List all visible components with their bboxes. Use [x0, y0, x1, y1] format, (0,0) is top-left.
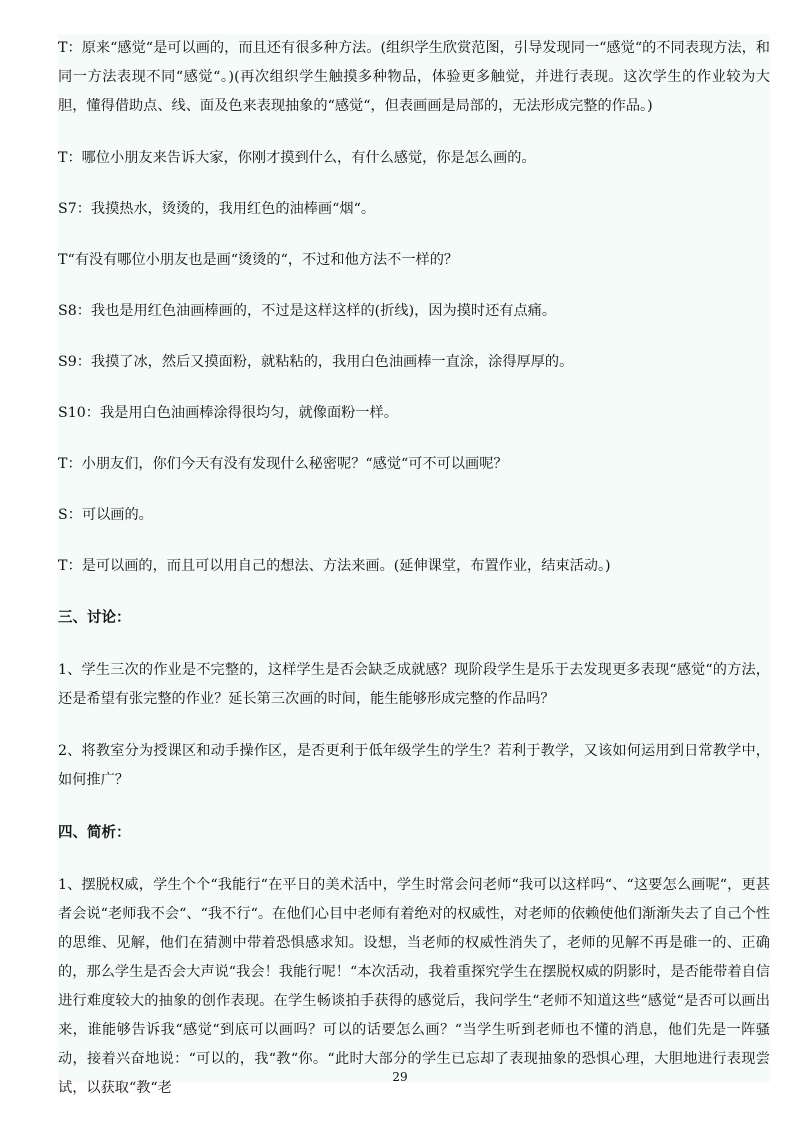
dialog-line-s9: S9：我摸了冰，然后又摸面粉，就粘粘的，我用白色油画棒一直涂，涂得厚厚的。	[58, 354, 574, 370]
dialog-line-students-answer: S：可以画的。	[58, 507, 153, 523]
page-sheet	[58, 34, 770, 1096]
teacher-summary-paragraph: T：原来“感觉“是可以画的，而且还有很多种方法。(组织学生欣赏范图，引导发现同一“感觉“的不同表现方法，和同一方法表现不同“感觉“。)(再次组织学生触摸多种物品，体验更多触觉，并进行表现。这次学生的作业较为大胆，懂得借助点、线、面及色来表现抽象的“感觉“，但表画画是局部的，无法形成完整的作品。)	[58, 40, 770, 114]
dialog-line-s7: S7：我摸热水，烫烫的，我用红色的油棒画“烟“。	[58, 201, 376, 217]
dialog-line-s10: S10：我是用白色油画棒涂得很均匀，就像面粉一样。	[58, 405, 398, 421]
dialog-line-teacher-secret: T：小朋友们，你们今天有没有发现什么秘密呢？“感觉“可不可以画呢？	[58, 456, 508, 472]
dialog-line-teacher-question: T：哪位小朋友来告诉大家，你刚才摸到什么，有什么感觉，你是怎么画的。	[58, 150, 536, 166]
discussion-heading: 三、讨论：	[58, 609, 131, 626]
dialog-line-s8: S8：我也是用红色油画棒画的，不过是这样这样的(折线)，因为摸时还有点痛。	[58, 303, 557, 319]
analysis-item-1: 1、摆脱权威，学生个个“我能行“在平日的美术活中，学生时常会问老师“我可以这样吗“、“这要怎么画呢“，更甚者会说“老师我不会“、“我不行“。在他们心目中老师有着绝对的权威性，对老师的依赖使他们渐渐失去了自己个性的思维、见解，他们在猜测中带着恐惧感求知。设想，当老师的权威性消失了，老师的见解不再是碓一的、正确的，那么学生是否会大声说“我会！我能行呢！“本次活动，我着重探究学生在摆脱权威的阴影时，是否能带着自信进行难度较大的抽象的创作表现。在学生畅谈拍手获得的感觉后，我问学生“老师不知道这些“感觉“是否可以画出来，谁能够告诉我“感觉“到底可以画吗？可以的话要怎么画？“当学生听到老师也不懂的消息，他们先是一阵骚动，接着兴奋地说：“可以的，我“教“你。“此时大部分的学生已忘却了表现抽象的恐惧心理，大胆地进行表现尝试，以获取“教“老	[58, 877, 770, 1096]
dialog-line-teacher-followup: T“有没有哪位小朋友也是画“烫烫的“，不过和他方法不一样的？	[58, 252, 459, 268]
page-number: 29	[392, 1070, 408, 1084]
dialog-line-teacher-closing: T：是可以画的，而且可以用自己的想法、方法来画。(延伸课堂，布置作业，结束活动。)	[58, 558, 611, 574]
discussion-item-2: 2、将教室分为授课区和动手操作区，是否更利于低年级学生的学生？若利于教学，又该如何运用到日常教学中，如何推广？	[58, 743, 770, 788]
discussion-item-1: 1、学生三次的作业是不完整的，这样学生是否会缺乏成就感？现阶段学生是乐于去发现更多表现“感觉“的方法，还是希望有张完整的作业？延长第三次画的时间，能生能够形成完整的作品吗？	[58, 662, 770, 707]
analysis-heading: 四、简析：	[58, 824, 131, 841]
document-body	[58, 34, 770, 1103]
